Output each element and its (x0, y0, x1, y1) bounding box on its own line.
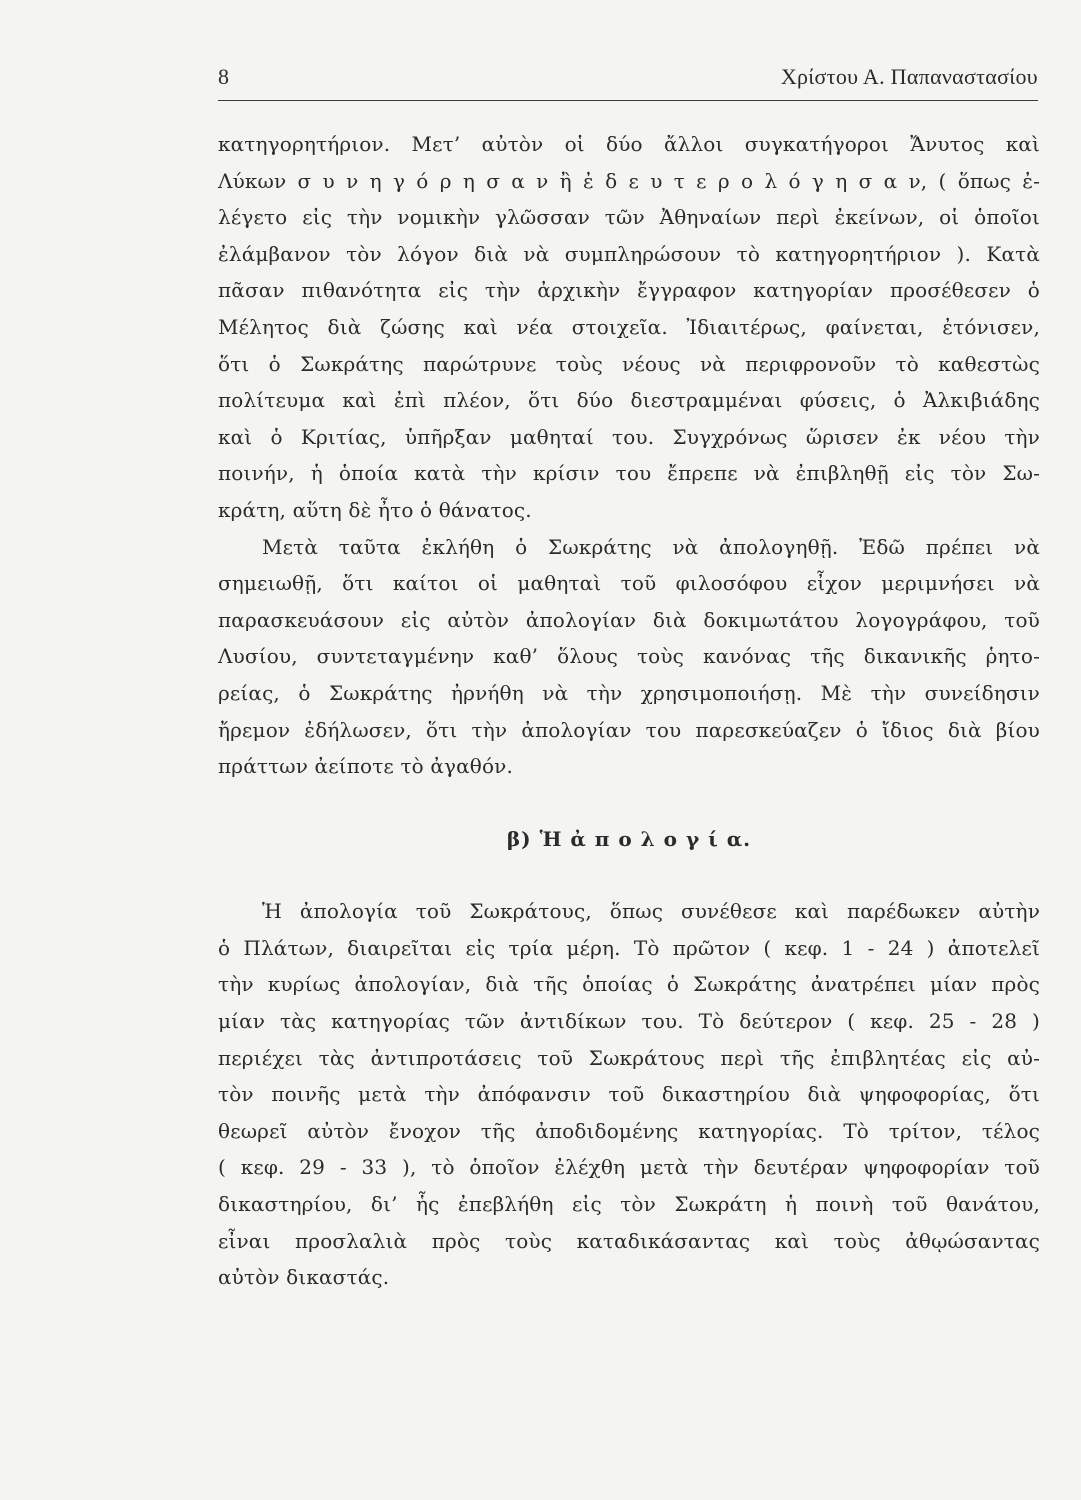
text-line: λέγετο εἰς τὴν νομικὴν γλῶσσαν τῶν Ἀθηναίων περὶ ἐκείνων, οἱ ὁποῖοι (218, 205, 1040, 230)
text-line: Λυσίου, συντεταγμένην καθ’ ὅλους τοὺς κανόνας τῆς δικανικῆς ῥητο- (218, 644, 1040, 669)
text-line: παρασκευάσουν εἰς αὐτὸν ἀπολογίαν διὰ δοκιμωτάτου λογογράφου, τοῦ (218, 607, 1040, 632)
text-line: θεωρεῖ αὐτὸν ἔνοχον τῆς ἀποδιδομένης κατηγορίας. Τὸ τρίτον, τέλος (218, 1118, 1040, 1143)
text-line: εἶναι προσλαλιὰ πρὸς τοὺς καταδικάσαντας καὶ τοὺς ἀθῳώσαντας (218, 1228, 1040, 1253)
running-head: Χρίστου Α. Παπαναστασίου (780, 64, 1038, 89)
text-line: πᾶσαν πιθανότητα εἰς τὴν ἀρχικὴν ἔγγραφον κατηγορίαν προσέθεσεν ὁ (218, 278, 1040, 303)
page-number: 8 (218, 64, 229, 89)
text-line: ἐλάμβανον τὸν λόγον διὰ νὰ συμπληρώσουν τὸ κατηγορητήριον ). Κατὰ (218, 241, 1040, 266)
text-line: περιέχει τὰς ἀντιπροτάσεις τοῦ Σωκράτους περὶ τῆς ἐπιβλητέας εἰς αὐ- (218, 1045, 1040, 1070)
text-line: κατηγορητήριον. Μετ’ αὐτὸν οἱ δύο ἄλλοι συγκατήγοροι Ἄνυτος καὶ (218, 132, 1040, 156)
body-text (218, 126, 1040, 1296)
page-header (218, 64, 1038, 98)
text-line: ὅτι ὁ Σωκράτης παρώτρυνε τοὺς νέους νὰ περιφρονοῦν τὸ καθεστὼς (218, 351, 1040, 376)
text-line: καὶ ὁ Κριτίας, ὑπῆρξαν μαθηταί του. Συγχρόνως ὥρισεν ἐκ νέου τὴν (218, 424, 1040, 449)
text-line: ἤρεμον ἐδήλωσεν, ὅτι τὴν ἀπολογίαν του παρεσκεύαζεν ὁ ἴδιος διὰ βίου (218, 717, 1040, 742)
text-line: ποινήν, ἡ ὁποία κατὰ τὴν κρίσιν του ἔπρεπε νὰ ἐπιβληθῇ εἰς τὸν Σω- (218, 461, 1040, 486)
paragraph-2 (218, 529, 1040, 785)
text-line: πολίτευμα καὶ ἐπὶ πλέον, ὅτι δύο διεστραμμέναι φύσεις, ὁ Ἀλκιβιάδης (218, 388, 1040, 413)
spacer (218, 857, 1040, 893)
section-heading: β) Ἡ ἀ π ο λ ο γ ί α. (506, 826, 752, 851)
header-rule (218, 100, 1038, 101)
paragraph-1 (218, 126, 1040, 529)
text-line: ὁ Πλάτων, διαιρεῖται εἰς τρία μέρη. Τὸ πρῶτον ( κεφ. 1 - 24 ) ἀποτελεῖ (218, 935, 1040, 960)
text-line: τὴν κυρίως ἀπολογίαν, διὰ τῆς ὁποίας ὁ Σωκράτης ἀνατρέπει μίαν πρὸς (218, 972, 1040, 997)
text-line: αὐτὸν δικαστάς. (218, 1265, 390, 1290)
text-line: τὸν ποινῆς μετὰ τὴν ἀπόφανσιν τοῦ δικαστηρίου διὰ ψηφοφορίας, ὅτι (218, 1082, 1040, 1107)
text-line: Μετὰ ταῦτα ἐκλήθη ὁ Σωκράτης νὰ ἀπολογηθῇ. Ἐδῶ πρέπει νὰ (262, 534, 1040, 559)
text-line: κράτη, αὕτη δὲ ἦτο ὁ θάνατος. (218, 497, 532, 522)
text-line: ( κεφ. 29 - 33 ), τὸ ὁποῖον ἐλέχθη μετὰ τὴν δευτέραν ψηφοφορίαν τοῦ (218, 1155, 1040, 1180)
text-line: Λύκων σ υ ν η γ ό ρ η σ α ν ἢ ἐ δ ε υ τ ε ρ ο λ ό γ η σ α ν, ( ὅπως ἐ- (218, 168, 1040, 193)
text-line: σημειωθῇ, ὅτι καίτοι οἱ μαθηταὶ τοῦ φιλοσόφου εἶχον μεριμνήσει νὰ (218, 571, 1040, 596)
paragraph-3 (218, 893, 1040, 1296)
text-line: Ἡ ἀπολογία τοῦ Σωκράτους, ὅπως συνέθεσε καὶ παρέδωκεν αὐτὴν (262, 899, 1040, 924)
text-line: ρείας, ὁ Σωκράτης ἠρνήθη νὰ τὴν χρησιμοποιήσῃ. Μὲ τὴν συνείδησιν (218, 680, 1040, 705)
text-line: μίαν τὰς κατηγορίας τῶν ἀντιδίκων του. Τὸ δεύτερον ( κεφ. 25 - 28 ) (218, 1009, 1040, 1034)
text-line: δικαστηρίου, δι’ ἧς ἐπεβλήθη εἰς τὸν Σωκράτη ἡ ποινὴ τοῦ θανάτου, (218, 1192, 1040, 1217)
spacer (218, 785, 1040, 821)
text-line: πράττων ἀείποτε τὸ ἀγαθόν. (218, 754, 513, 779)
text-line: Μέλητος διὰ ζώσης καὶ νέα στοιχεῖα. Ἰδιαιτέρως, φαίνεται, ἐτόνισεν, (218, 314, 1040, 339)
